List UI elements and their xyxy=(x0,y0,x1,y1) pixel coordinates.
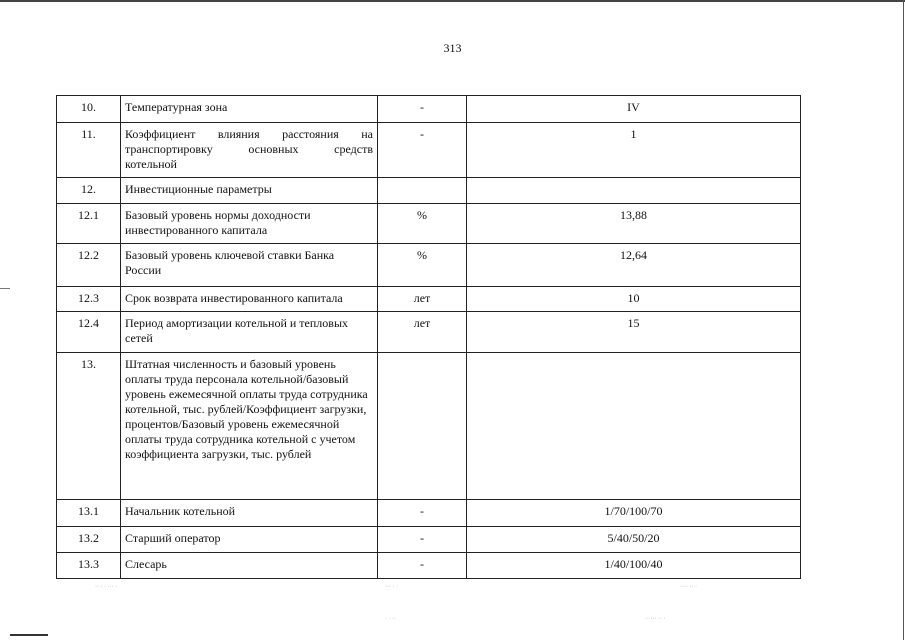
table-row xyxy=(57,527,801,553)
parameter-name: Базовый уровень нормы доходности инвестированного капитала xyxy=(121,204,378,244)
value-cell: 1 xyxy=(467,123,801,178)
row-number: 12.3 xyxy=(57,287,121,312)
value-cell: 10 xyxy=(467,287,801,312)
name-line: Коэффициент влияния расстояния на xyxy=(125,127,373,141)
unit-cell: - xyxy=(378,527,467,553)
row-number: 12.4 xyxy=(57,312,121,353)
unit-cell xyxy=(378,178,467,204)
table-row xyxy=(57,312,801,353)
row-number: 13.1 xyxy=(57,500,121,527)
table-row xyxy=(57,178,801,204)
table-row xyxy=(57,553,801,579)
parameter-name: Штатная численность и базовый уровень оплаты труда персонала котельной/базовый уровень ежемесячной оплаты труда сотрудника котельной, тыс. рублей/Коэффициент загрузки, процентов/Базовый уровень ежемесячной оплаты труда сотрудника котельной с учетом коэффициента загрузки, тыс. рублей xyxy=(121,353,378,500)
parameters-table xyxy=(56,95,801,579)
parameter-name: Начальник котельной xyxy=(121,500,378,527)
value-cell: IV xyxy=(467,96,801,123)
unit-cell: - xyxy=(378,500,467,527)
unit-cell: % xyxy=(378,204,467,244)
margin-mark xyxy=(0,288,10,289)
table-row xyxy=(57,96,801,123)
table-row xyxy=(57,123,801,178)
scan-artifact: ·· · · ··· · xyxy=(95,584,117,590)
unit-cell: % xyxy=(378,244,467,287)
table-row xyxy=(57,287,801,312)
table-row xyxy=(57,500,801,527)
parameter-name: Инвестиционные параметры xyxy=(121,178,378,204)
value-cell: 1/70/100/70 xyxy=(467,500,801,527)
parameter-name: Базовый уровень ключевой ставки Банка России xyxy=(121,244,378,287)
row-number: 11. xyxy=(57,123,121,178)
table-row xyxy=(57,244,801,287)
parameter-name xyxy=(121,123,378,178)
right-border-line xyxy=(903,0,904,640)
value-cell: 12,64 xyxy=(467,244,801,287)
scan-artifact: ·· ··· ·· · xyxy=(645,616,666,622)
unit-cell: - xyxy=(378,123,467,178)
scan-artifact: ···· ·· · xyxy=(680,584,697,590)
table-row xyxy=(57,353,801,500)
unit-cell: - xyxy=(378,553,467,579)
row-number: 12. xyxy=(57,178,121,204)
row-number: 10. xyxy=(57,96,121,123)
scan-artifact: · · ·· xyxy=(385,616,396,622)
value-cell: 5/40/50/20 xyxy=(467,527,801,553)
row-number: 12.2 xyxy=(57,244,121,287)
table-row xyxy=(57,204,801,244)
value-cell: 1/40/100/40 xyxy=(467,553,801,579)
name-line: транспортировку основных средств xyxy=(125,142,373,156)
value-cell xyxy=(467,178,801,204)
name-line: котельной xyxy=(125,157,177,171)
unit-cell xyxy=(378,353,467,500)
bottom-mark xyxy=(10,634,48,636)
parameter-name: Температурная зона xyxy=(121,96,378,123)
row-number: 13.3 xyxy=(57,553,121,579)
unit-cell: лет xyxy=(378,287,467,312)
scan-artifact: ··· · · xyxy=(385,584,398,590)
value-cell xyxy=(467,353,801,500)
row-number: 12.1 xyxy=(57,204,121,244)
parameter-name: Период амортизации котельной и тепловых сетей xyxy=(121,312,378,353)
parameter-name: Срок возврата инвестированного капитала xyxy=(121,287,378,312)
parameter-name: Слесарь xyxy=(121,553,378,579)
unit-cell: - xyxy=(378,96,467,123)
unit-cell: лет xyxy=(378,312,467,353)
value-cell: 15 xyxy=(467,312,801,353)
row-number: 13.2 xyxy=(57,527,121,553)
top-border-line xyxy=(0,0,905,2)
value-cell: 13,88 xyxy=(467,204,801,244)
page-number: 313 xyxy=(443,41,462,55)
parameter-name: Старший оператор xyxy=(121,527,378,553)
row-number: 13. xyxy=(57,353,121,500)
